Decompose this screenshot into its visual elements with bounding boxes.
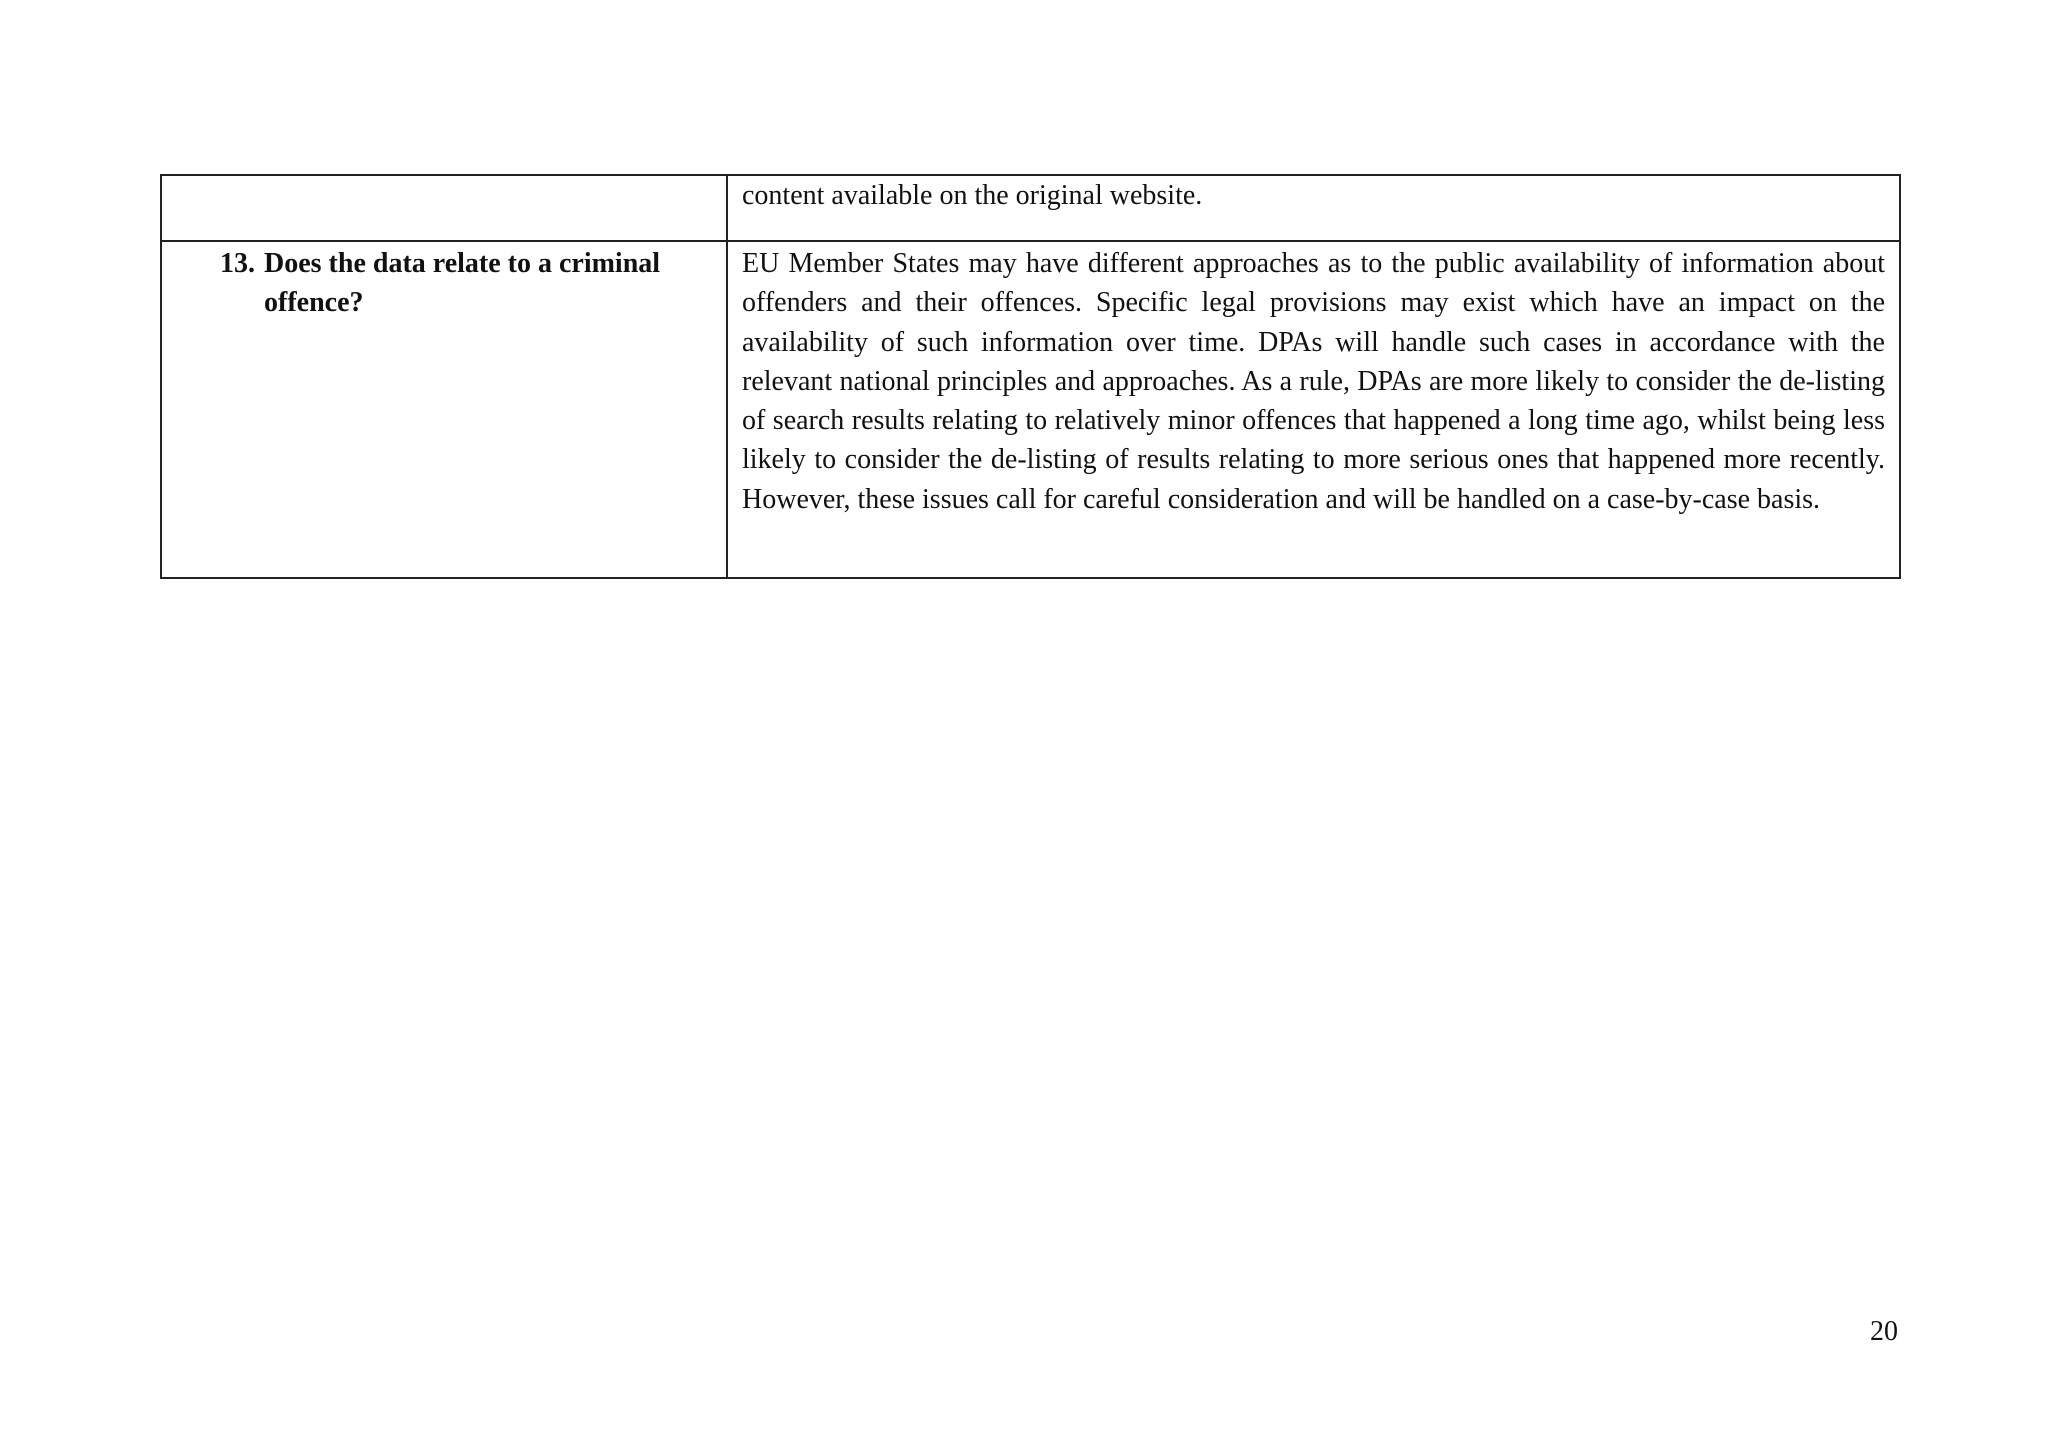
commentary-cell	[727, 241, 1900, 578]
criteria-table	[160, 174, 1901, 579]
page-number: 20	[1870, 1316, 1898, 1347]
criterion-cell	[161, 241, 727, 578]
empty-criterion-cell	[161, 175, 727, 241]
table-row-continuation	[161, 175, 1900, 241]
criterion-question-text: Does the data relate to a criminal offence?	[264, 248, 661, 318]
criterion-question	[162, 242, 726, 322]
continuation-text: content available on the original website.	[742, 180, 1203, 211]
commentary-text: EU Member States may have different approaches as to the public availability of information about offenders and their offences. Specific legal provisions may exist which have an impact on the availability of such information over time. DPAs will handle such cases in accordance with the relevant national principles and approaches. As a rule, DPAs are more likely to consider the de-listing of search results relating to relatively minor offences that happened a long time ago, whilst being less likely to consider the de-listing of results relating to more serious ones that happened more recently. However, these issues call for careful consideration and will be handled on a case-by-case basis.	[742, 248, 1885, 515]
continuation-cell	[727, 175, 1900, 241]
criterion-number: 13.	[220, 248, 255, 279]
table-row	[161, 241, 1900, 578]
